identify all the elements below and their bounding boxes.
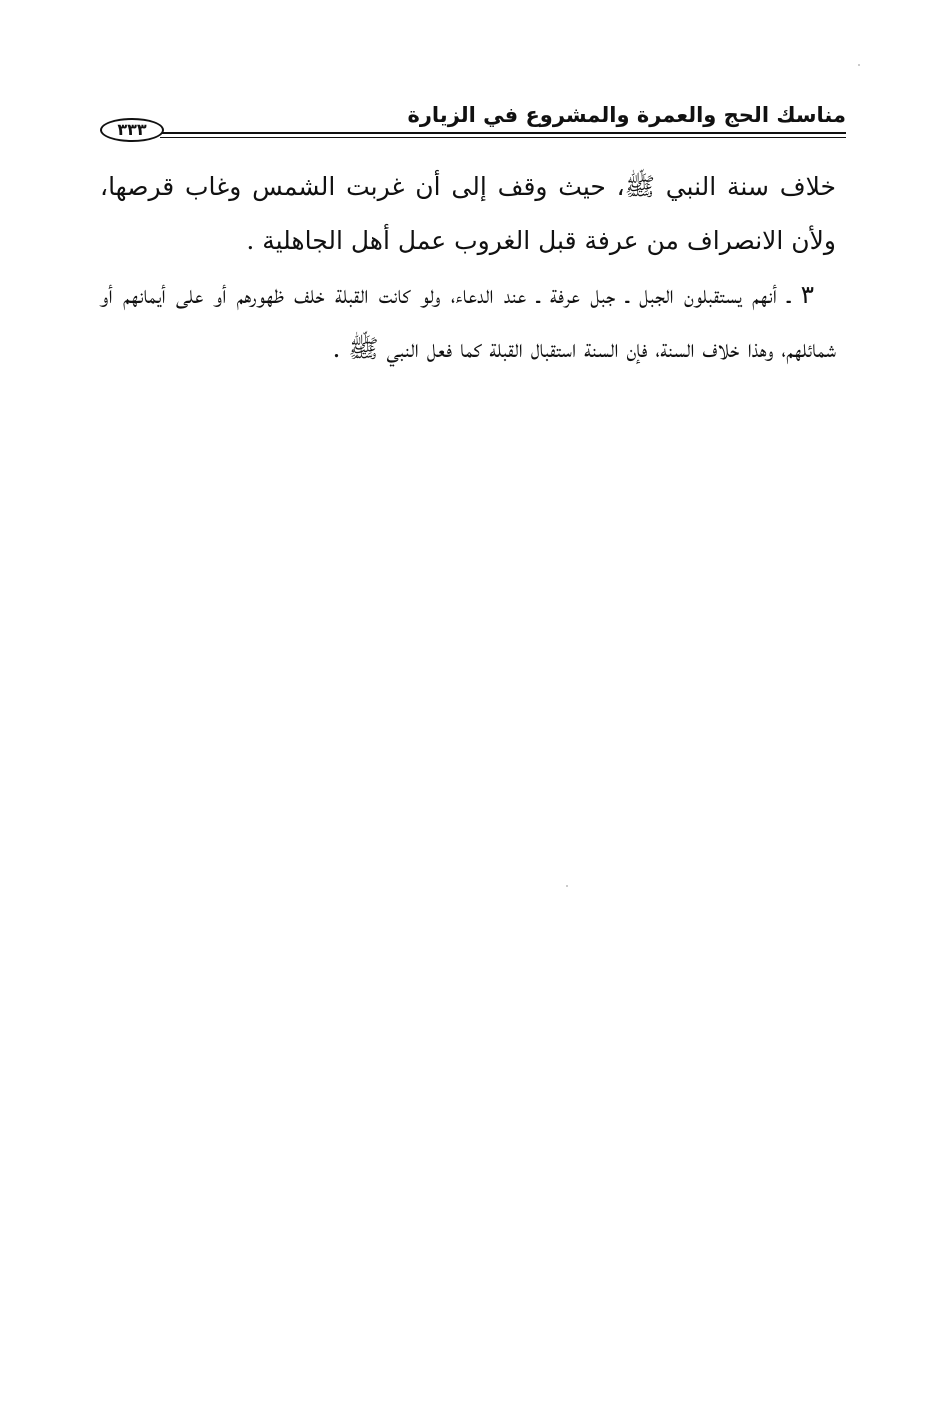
scan-speck — [858, 64, 860, 66]
paragraph: ٣ ـ أنهم يستقبلون الجبل ـ جبل عرفة ـ عند الدعاء، ولو كانت القبلة خلف ظهورهم أو على أيمانهم أو شمائلهم، وهذا خلاف السنة، فإن السنة استقبال القبلة كما فعل النبي ﷺ . — [100, 280, 836, 363]
paragraph: خلاف سنة النبي ﷺ، حيث وقف إلى أن غربت الشمس وغاب قرصها، ولأن الانصراف من عرفة قبل الغروب عمل أهل الجاهلية . — [100, 172, 836, 255]
running-title: مناسك الحج والعمرة والمشروع في الزيارة — [407, 103, 846, 127]
page-body — [100, 160, 836, 376]
page-header — [100, 100, 846, 144]
header-rule-thin — [160, 137, 846, 138]
scan-speck — [566, 885, 568, 887]
page-number: ٣٣٣ — [100, 118, 164, 142]
header-rule — [160, 132, 846, 134]
